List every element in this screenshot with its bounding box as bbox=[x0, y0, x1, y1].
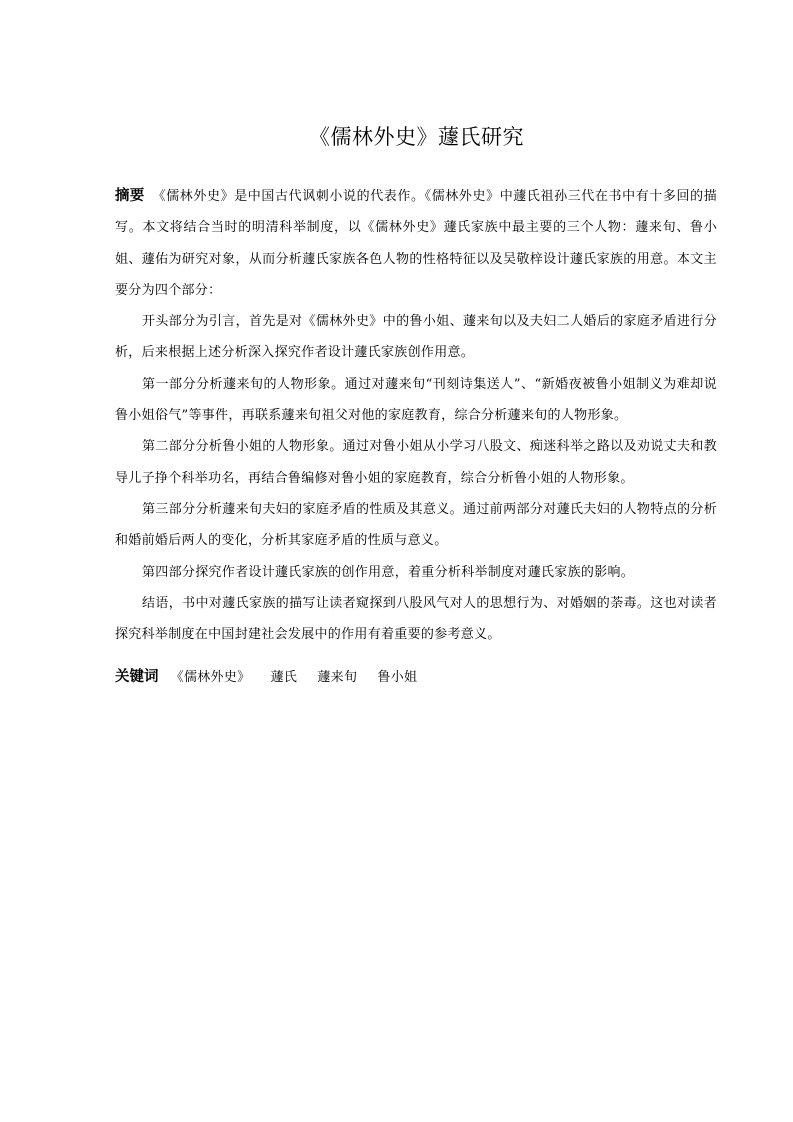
abstract-label: 摘要 bbox=[115, 188, 145, 204]
abstract-paragraph-intro: 开头部分为引言，首先是对《儒林外史》中的鲁小姐、蘧来旬以及夫妇二人婚后的家庭矛盾进行分析，后来根据上述分析深入探究作者设计蘧氏家族创作用意。 bbox=[115, 314, 717, 361]
keyword-item: 蘧氏 bbox=[270, 670, 298, 685]
keyword-item: 蘧来旬 bbox=[317, 670, 358, 685]
abstract-paragraph-part-one: 第一部分分析蘧来旬的人物形象。通过对蘧来旬“刊刻诗集送人”、“新婚夜被鲁小姐制义为难却说鲁小姐俗气”等事件，再联系蘧来旬祖父对他的家庭教育，综合分析蘧来旬的人物形象。 bbox=[115, 376, 717, 424]
keyword-item: 鲁小姐 bbox=[377, 670, 418, 685]
abstract-paragraph-conclusion: 结语，书中对蘧氏家族的描写让读者窥探到八股风气对人的思想行为、对婚姻的荼毒。这也对读者探究科举制度在中国封建社会发展中的作用有着重要的参考意义。 bbox=[115, 595, 717, 643]
document-title: 《儒林外史》蘧氏研究 bbox=[309, 125, 524, 149]
keywords-line bbox=[115, 662, 717, 693]
keyword-item: 《儒林外史》 bbox=[170, 670, 251, 685]
abstract-section bbox=[115, 181, 717, 650]
abstract-lead-paragraph bbox=[115, 181, 717, 306]
keywords-label: 关键词 bbox=[115, 669, 159, 685]
abstract-paragraph-part-four: 第四部分探究作者设计蘧氏家族的创作用意，着重分析科举制度对蘧氏家族的影响。 bbox=[142, 564, 635, 580]
abstract-paragraph-part-three: 第三部分分析蘧来旬夫妇的家庭矛盾的性质及其意义。通过前两部分对蘧氏夫妇的人物特点的分析和婚前婚后两人的变化，分析其家庭矛盾的性质与意义。 bbox=[115, 501, 717, 549]
abstract-lead-text: 《儒林外史》是中国古代讽刺小说的代表作。《儒林外史》中蘧氏祖孙三代在书中有十多回的描写。本文将结合当时的明清科举制度，以《儒林外史》蘧氏家族中最主要的三个人物：蘧来旬、鲁小姐、蘧佑为研究对象，从而分析蘧氏家族各色人物的性格特征以及吴敬梓设计蘧氏家族的用意。本文主要分为四个部分： bbox=[115, 189, 718, 298]
abstract-paragraph-part-two: 第二部分分析鲁小姐的人物形象。通过对鲁小姐从小学习八股文、痴迷科举之路以及劝说丈夫和教导儿子挣个科举功名，再结合鲁编修对鲁小姐的家庭教育，综合分析鲁小姐的人物形象。 bbox=[115, 439, 717, 486]
